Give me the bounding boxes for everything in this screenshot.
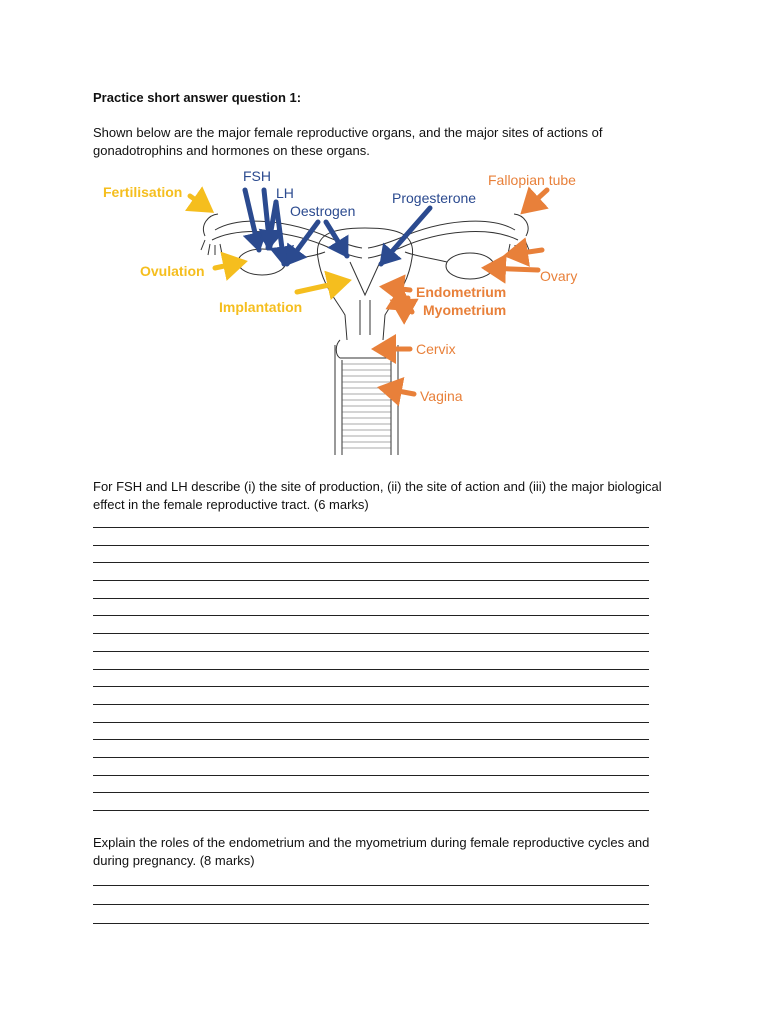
answer-line[interactable] <box>93 775 649 776</box>
answer-line[interactable] <box>93 669 649 670</box>
label-fsh: FSH <box>243 168 271 184</box>
answer-line[interactable] <box>93 704 649 705</box>
answer-line[interactable] <box>93 739 649 740</box>
ovulation-arrow <box>215 262 243 268</box>
answer-line[interactable] <box>93 615 649 616</box>
answer-line[interactable] <box>93 527 649 528</box>
reproductive-diagram <box>0 160 768 470</box>
ovary-arrow-1 <box>508 250 542 255</box>
answer-line[interactable] <box>93 757 649 758</box>
answer-line[interactable] <box>93 686 649 687</box>
progesterone-arrow <box>381 208 430 264</box>
label-fallopian-tube: Fallopian tube <box>488 172 576 188</box>
fallopian-tube-arrow <box>524 190 547 211</box>
label-ovary: Ovary <box>540 268 578 284</box>
question-1-text: For FSH and LH describe (i) the site of production, (ii) the site of action and (iii) the major biological effect in the female reproductive tract. (6 marks) <box>93 479 662 512</box>
implantation-arrow <box>297 281 347 292</box>
answer-line[interactable] <box>93 545 649 546</box>
answer-lines-q1[interactable] <box>93 527 649 828</box>
answer-line[interactable] <box>93 562 649 563</box>
fertilisation-arrow <box>190 196 210 210</box>
label-myometrium: Myometrium <box>423 302 507 318</box>
vagina-arrow <box>382 388 414 394</box>
answer-line[interactable] <box>93 923 649 924</box>
answer-line[interactable] <box>93 633 649 634</box>
answer-line[interactable] <box>93 598 649 599</box>
label-lh: LH <box>276 185 294 201</box>
endometrium-arrow-1 <box>384 287 410 290</box>
label-vagina: Vagina <box>420 388 463 404</box>
label-ovulation: Ovulation <box>140 263 205 279</box>
intro-text: Shown below are the major female reproductive organs, and the major sites of actions of gonadotrophins and hormones on these organs. <box>93 125 603 158</box>
anatomy-drawing <box>201 214 529 455</box>
vagina-rugae <box>342 364 391 448</box>
label-oestrogen: Oestrogen <box>290 203 356 219</box>
myometrium-arrow <box>394 302 412 312</box>
ovary-arrow-2 <box>486 268 538 270</box>
answer-line[interactable] <box>93 810 649 811</box>
answer-line[interactable] <box>93 885 649 886</box>
label-cervix: Cervix <box>416 341 456 357</box>
label-implantation: Implantation <box>219 299 303 315</box>
answer-line[interactable] <box>93 904 649 905</box>
label-progesterone: Progesterone <box>392 190 477 206</box>
answer-line[interactable] <box>93 722 649 723</box>
answer-line[interactable] <box>93 580 649 581</box>
answer-line[interactable] <box>93 651 649 652</box>
question-2-text: Explain the roles of the endometrium and the myometrium during female reproductive cycles and during pregnancy. (8 marks) <box>93 835 650 868</box>
fsh-arrow-1 <box>245 190 259 250</box>
page-title: Practice short answer question 1: <box>93 90 302 105</box>
answer-lines-q2[interactable] <box>93 885 649 942</box>
label-fertilisation: Fertilisation <box>103 184 183 200</box>
answer-line[interactable] <box>93 792 649 793</box>
label-endometrium: Endometrium <box>416 284 507 300</box>
